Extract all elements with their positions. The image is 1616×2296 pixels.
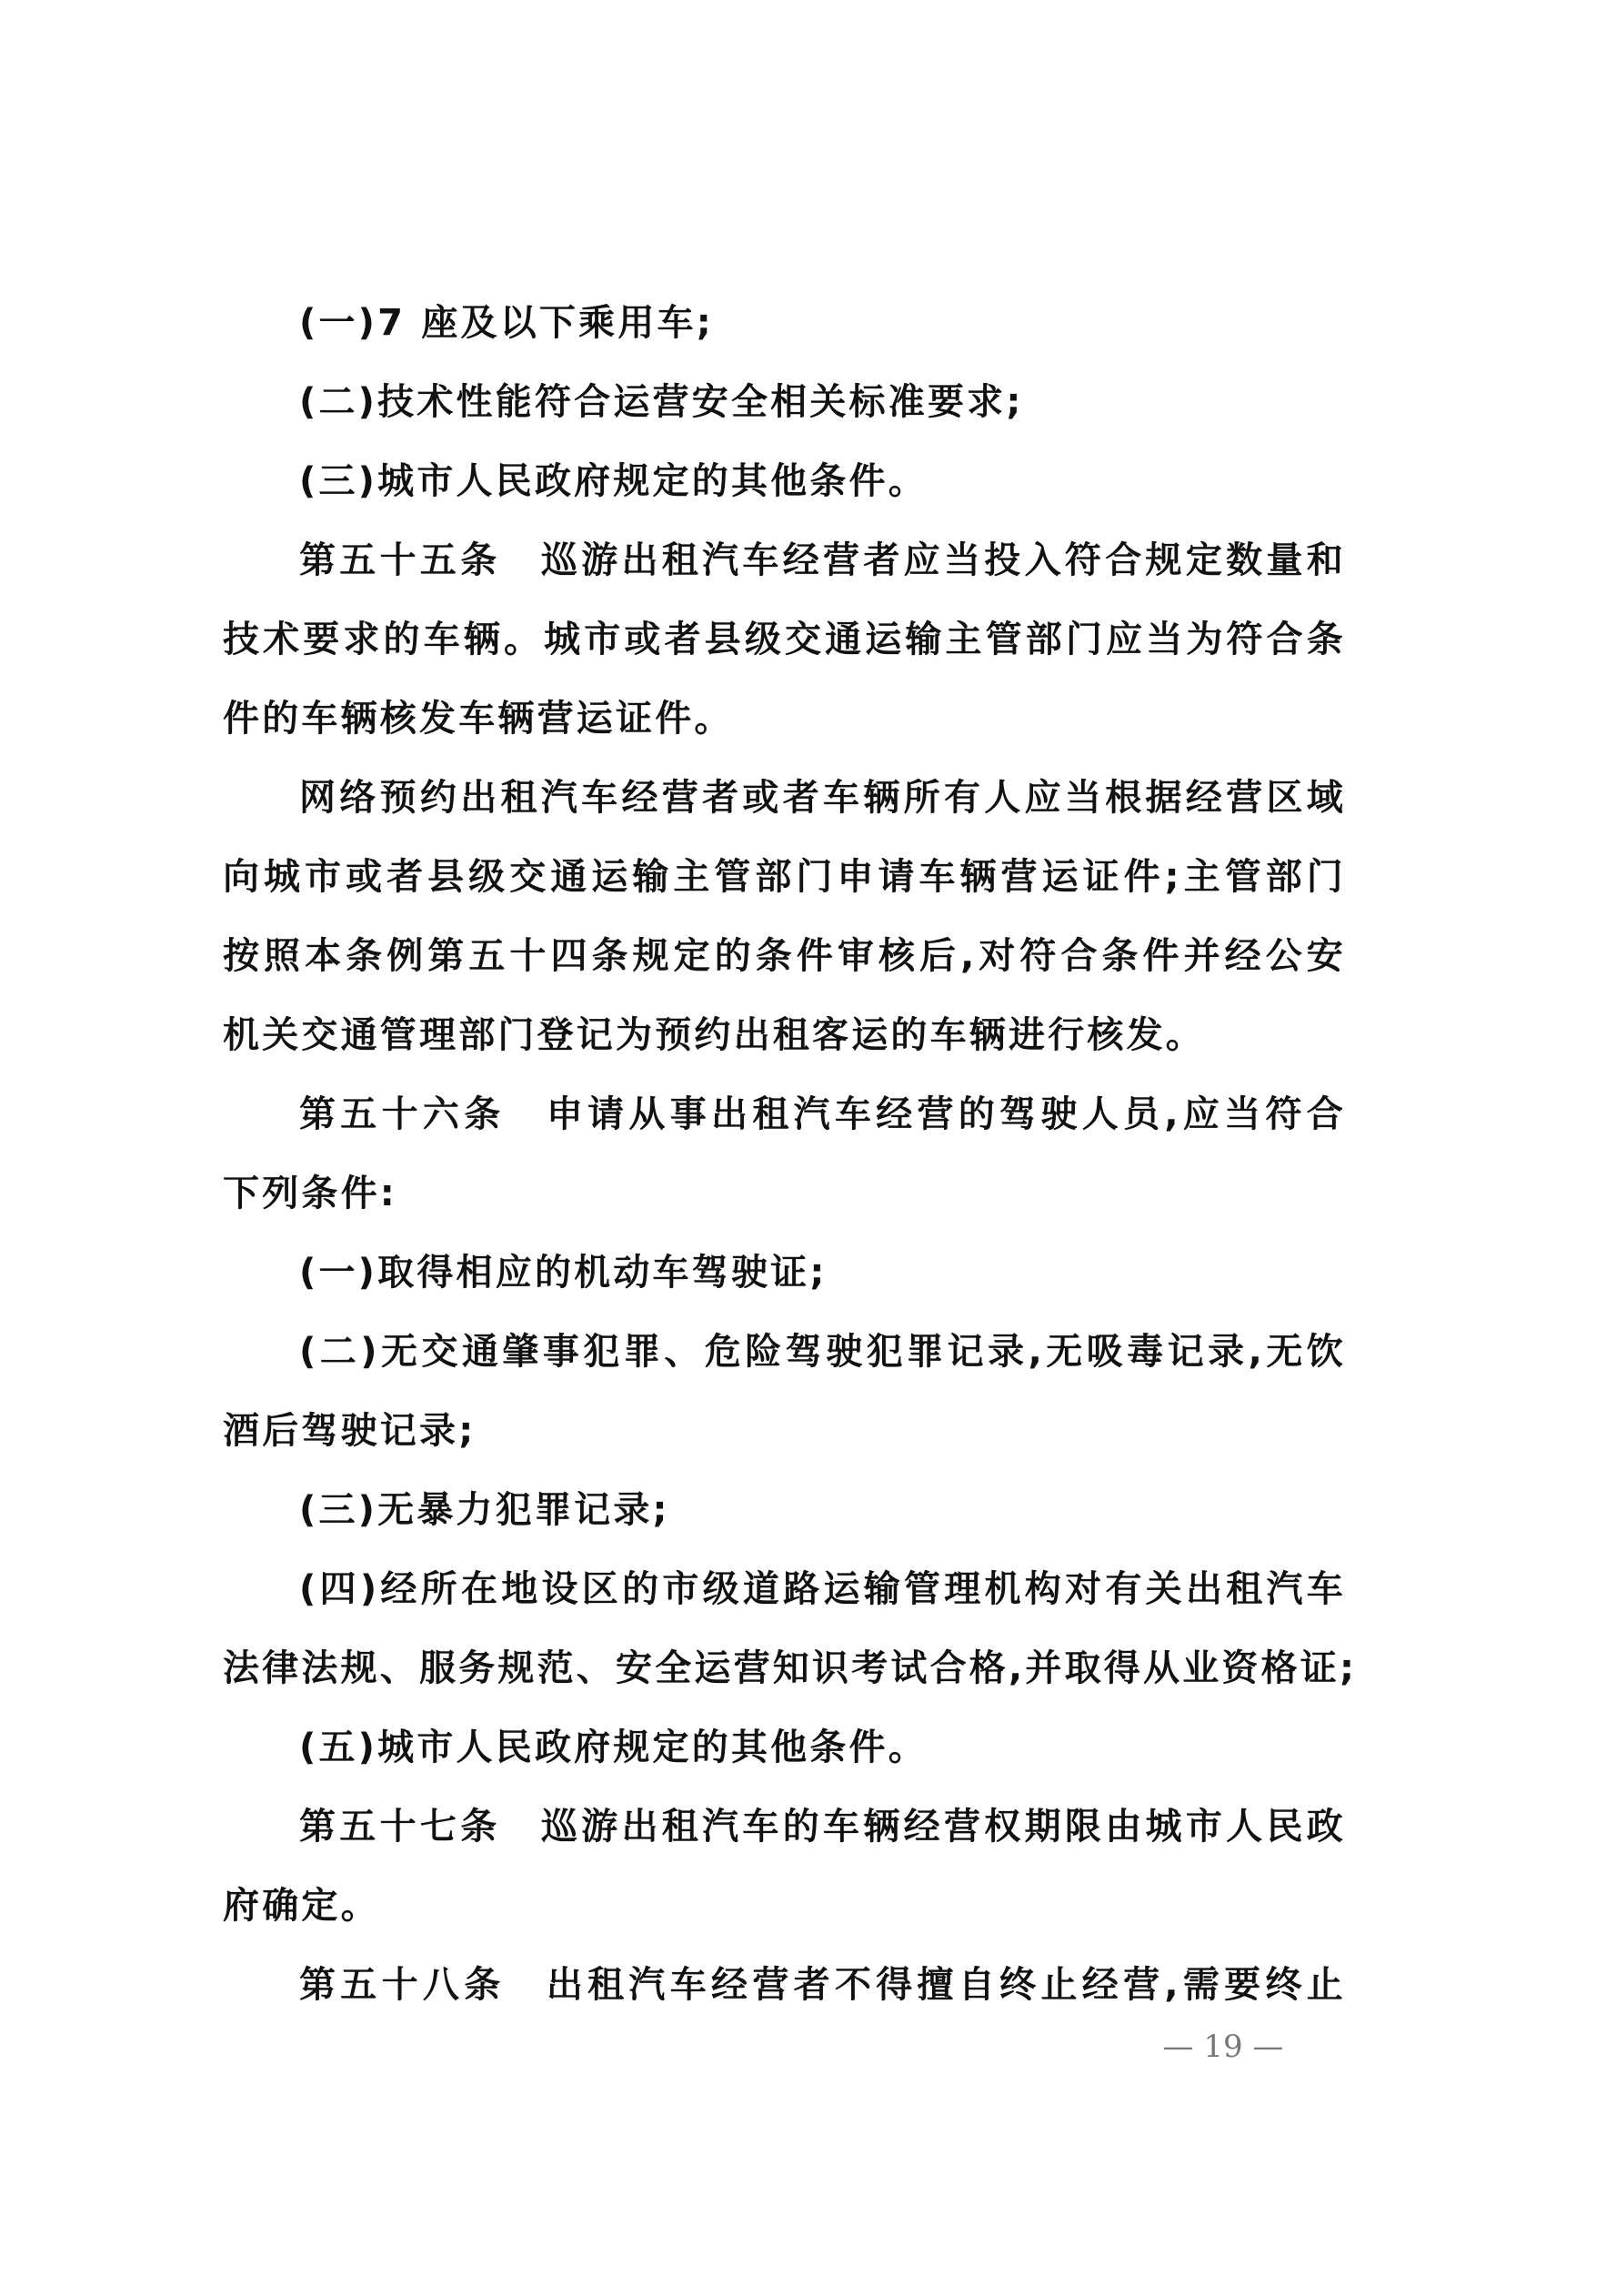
text-line: (五)城市人民政府规定的其他条件。 [299, 1727, 928, 1768]
text-line: (二)无交通肇事犯罪、危险驾驶犯罪记录,无吸毒记录,无饮 [299, 1331, 1346, 1373]
text-line: (一)取得相应的机动车驾驶证; [299, 1252, 828, 1294]
page-number: — 19 — [1162, 2029, 1284, 2065]
text-line: 酒后驾驶记录; [223, 1410, 477, 1452]
text-line: 网络预约出租汽车经营者或者车辆所有人应当根据经营区域 [299, 777, 1346, 819]
text-line: 件的车辆核发车辆营运证件。 [223, 698, 734, 740]
text-line: (三)无暴力犯罪记录; [299, 1489, 670, 1531]
text-line: 机关交通管理部门登记为预约出租客运的车辆进行核发。 [223, 1014, 1205, 1056]
article-58-heading-line: 第五十八条 出租汽车经营者不得擅自终止经营,需要终止 [299, 1964, 1346, 2006]
article-57-heading-line: 第五十七条 巡游出租汽车的车辆经营权期限由城市人民政 [299, 1806, 1346, 1848]
body-text [223, 284, 1358, 2025]
text-line: 技术要求的车辆。城市或者县级交通运输主管部门应当为符合条 [223, 619, 1346, 660]
text-line: (二)技术性能符合运营安全相关标准要求; [299, 381, 1024, 423]
text-line: 法律法规、服务规范、安全运营知识考试合格,并取得从业资格证; [223, 1647, 1358, 1689]
article-56-heading-line: 第五十六条 申请从事出租汽车经营的驾驶人员,应当符合 [299, 1093, 1346, 1135]
text-line: (四)经所在地设区的市级道路运输管理机构对有关出租汽车 [299, 1568, 1346, 1610]
text-line: 向城市或者县级交通运输主管部门申请车辆营运证件;主管部门 [223, 856, 1346, 898]
text-line: 府确定。 [223, 1885, 380, 1927]
text-line: 下列条件: [223, 1173, 397, 1214]
text-line: 按照本条例第五十四条规定的条件审核后,对符合条件并经公安 [223, 935, 1346, 977]
text-line: (三)城市人民政府规定的其他条件。 [299, 460, 928, 502]
article-55-heading-line: 第五十五条 巡游出租汽车经营者应当投入符合规定数量和 [299, 539, 1346, 581]
text-line: (一)7 座及以下乘用车; [299, 302, 714, 344]
